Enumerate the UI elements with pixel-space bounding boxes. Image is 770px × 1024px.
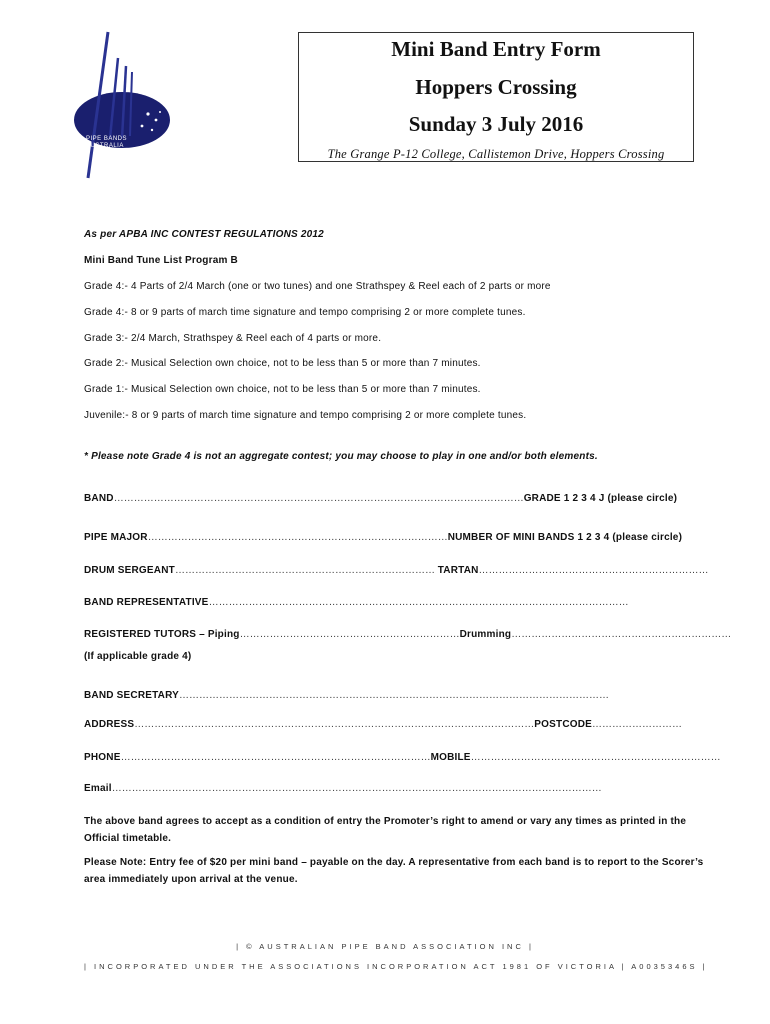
band-rep-label: BAND REPRESENTATIVE <box>84 597 209 608</box>
drumming-label: Drumming <box>459 629 512 640</box>
mobile-label: MOBILE <box>430 752 471 763</box>
logo-line1: PIPE BANDS <box>86 136 128 142</box>
event-date: Sunday 3 July 2016 <box>408 112 584 136</box>
tune-list-title: Mini Band Tune List Program B <box>84 255 238 266</box>
phone-label: PHONE <box>84 752 121 763</box>
secretary-label: BAND SECRETARY <box>84 690 180 701</box>
grade-line: Grade 1:- Musical Selection own choice, not to be less than 5 or more than 7 minutes. <box>84 384 481 395</box>
phone-field[interactable]: PHONE…………………………………………………………………………………MOBILE………………………………………………………………… <box>84 752 721 763</box>
address-label: ADDRESS <box>84 719 135 730</box>
band-label: BAND <box>84 493 114 504</box>
grade-line: Grade 4:- 8 or 9 parts of march time signature and tempo comprising 2 or more complete tunes. <box>84 307 526 318</box>
pipe-major-field[interactable]: PIPE MAJOR………………………………………………………………………………NUMBER OF MINI BANDS 1 2 3 4 (please circle) <box>84 532 683 543</box>
grade-line: Grade 3:- 2/4 March, Strathspey & Reel each of 4 parts or more. <box>84 333 382 344</box>
logo-text <box>86 136 127 150</box>
drum-sergeant-field[interactable]: DRUM SERGEANT…………………………………………………………………… TARTAN…………………………………………………………… <box>84 565 709 576</box>
grade-line: Grade 2:- Musical Selection own choice, not to be less than 5 or more than 7 minutes. <box>84 358 481 369</box>
logo-line2: AUSTRALIA <box>86 143 124 149</box>
postcode-label: POSTCODE <box>534 719 593 730</box>
drum-sergeant-label: DRUM SERGEANT <box>84 565 175 576</box>
grade-line: Juvenile:- 8 or 9 parts of march time signature and tempo comprising 2 or more complete tunes. <box>84 410 527 421</box>
footer-incorporation: | INCORPORATED UNDER THE ASSOCIATIONS INCORPORATION ACT 1981 OF VICTORIA | A0035346S | <box>84 962 708 971</box>
grade-label: GRADE 1 2 3 4 J (please circle) <box>523 493 678 504</box>
tutors-note: (If applicable grade 4) <box>84 651 192 662</box>
agreement-text: The above band agrees to accept as a condition of entry the Promoter’s right to amend or vary any times as printed in the Official timetable. <box>84 816 687 844</box>
entry-fee-note: Please Note: Entry fee of $20 per mini band – payable on the day. A representative from each band is to report to the Scorer’s area immediately upon arrival at the venue. <box>84 857 704 885</box>
event-location: Hoppers Crossing <box>415 75 577 99</box>
tartan-label: TARTAN <box>437 565 479 576</box>
pipe-bands-australia-logo <box>70 28 180 183</box>
email-field[interactable]: Email………………………………………………………………………………………………………………………………… <box>84 783 602 794</box>
tutors-field[interactable]: REGISTERED TUTORS – Piping…………………………………………………………Drumming………………………………………………………… <box>84 629 732 640</box>
header-box <box>298 32 694 162</box>
tutors-piping-label: REGISTERED TUTORS – Piping <box>84 629 240 640</box>
band-rep-field[interactable]: BAND REPRESENTATIVE……………………………………………………………………………………………………………… <box>84 597 629 608</box>
footer-copyright: | © AUSTRALIAN PIPE BAND ASSOCIATION INC | <box>236 942 534 951</box>
secretary-field[interactable]: BAND SECRETARY………………………………………………………………………………………………………………… <box>84 690 610 701</box>
pipe-major-label: PIPE MAJOR <box>84 532 148 543</box>
regulations-heading: As per APBA INC CONTEST REGULATIONS 2012 <box>84 229 324 240</box>
form-title: Mini Band Entry Form <box>391 37 601 61</box>
aggregate-note: * Please note Grade 4 is not an aggregate contest; you may choose to play in one and/or both elements. <box>84 451 598 462</box>
grade-line: Grade 4:- 4 Parts of 2/4 March (one or two tunes) and one Strathspey & Reel each of 2 parts or more <box>84 281 551 292</box>
event-venue: The Grange P-12 College, Callistemon Drive, Hoppers Crossing <box>327 147 665 161</box>
band-field[interactable]: BAND……………………………………………………………………………………………………………GRADE 1 2 3 4 J (please circle) <box>84 493 678 504</box>
email-label: Email <box>84 783 112 794</box>
address-field[interactable]: ADDRESS…………………………………………………………………………………………………………POSTCODE……………………… <box>84 719 683 730</box>
num-bands-label: NUMBER OF MINI BANDS 1 2 3 4 (please circle) <box>447 532 683 543</box>
